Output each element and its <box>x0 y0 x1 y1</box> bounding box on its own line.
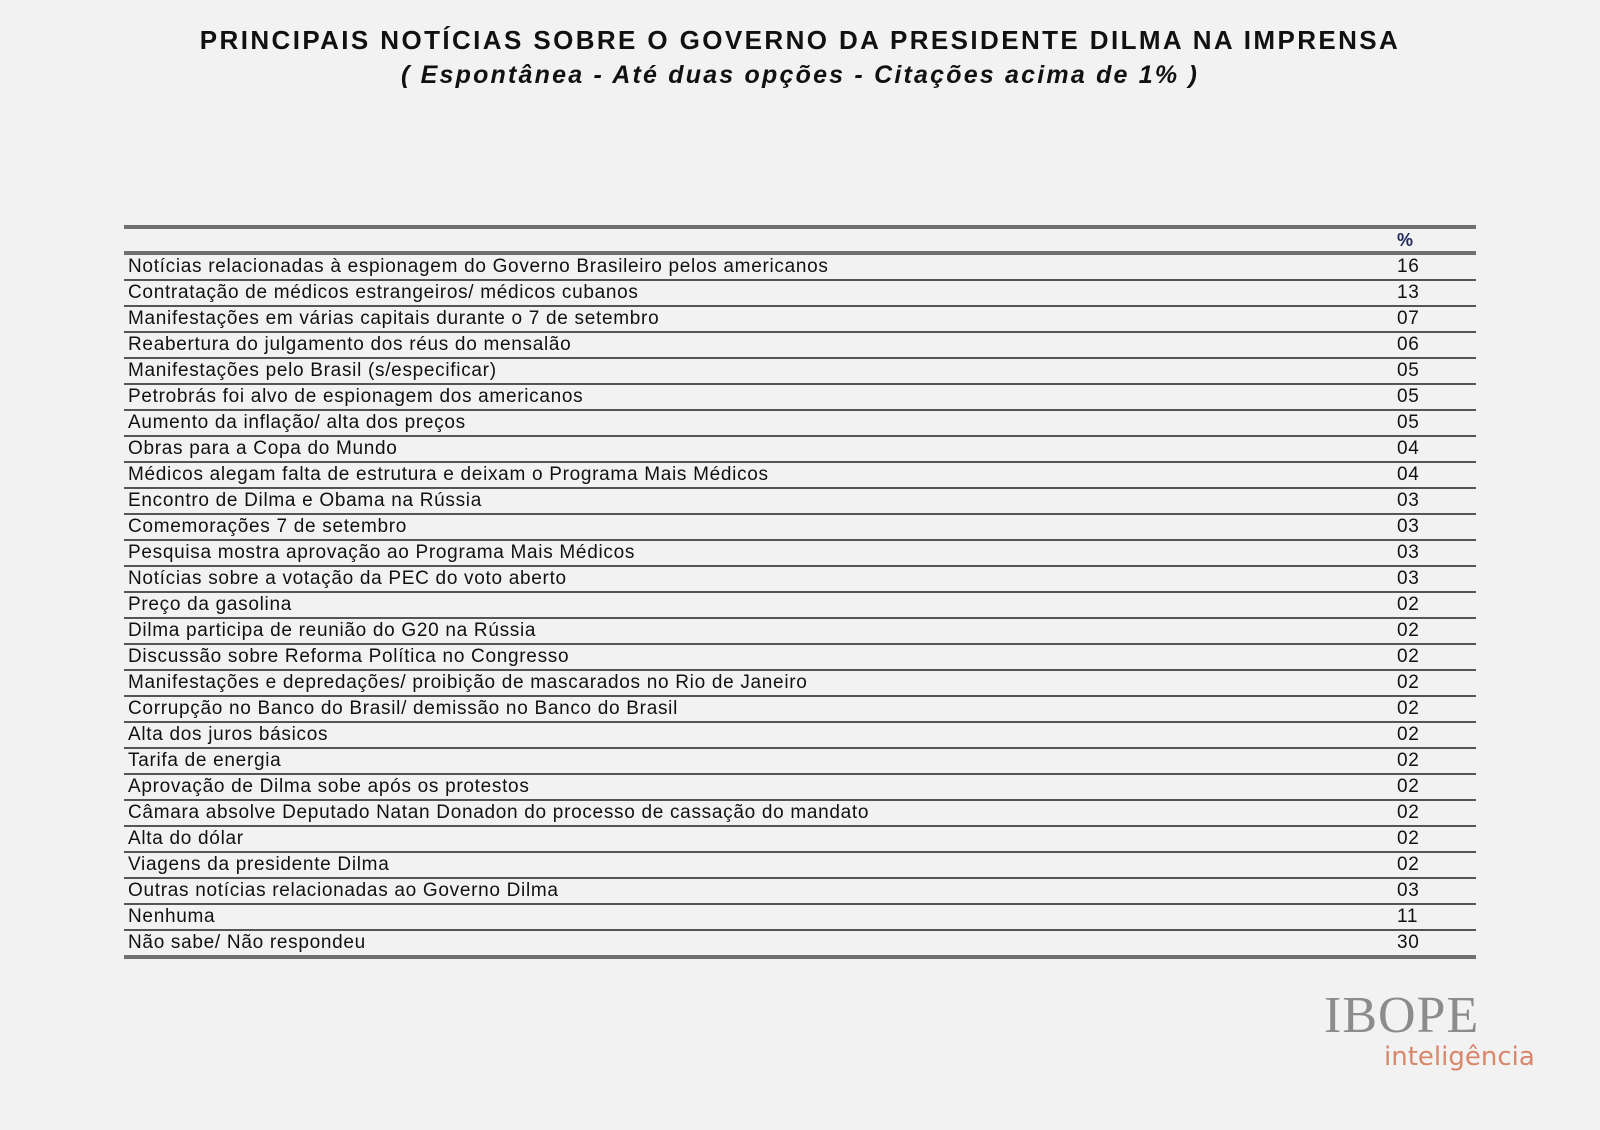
table-row <box>124 307 1476 333</box>
row-percent: 02 <box>1397 828 1420 849</box>
row-percent: 02 <box>1397 672 1420 693</box>
row-label: Manifestações e depredações/ proibição de mascarados no Rio de Janeiro <box>128 672 808 693</box>
page-subtitle: ( Espontânea - Até duas opções - Citações acima de 1% ) <box>400 61 1200 89</box>
row-percent: 02 <box>1397 724 1420 745</box>
table-row <box>124 255 1476 281</box>
row-label: Alta dos juros básicos <box>128 724 329 745</box>
row-label: Notícias relacionadas à espionagem do Governo Brasileiro pelos americanos <box>128 256 829 277</box>
logo-tagline: inteligência <box>1384 1042 1535 1072</box>
row-percent: 02 <box>1397 750 1420 771</box>
row-percent: 03 <box>1397 542 1420 563</box>
table-row <box>124 515 1476 541</box>
row-percent: 30 <box>1397 932 1420 953</box>
row-label: Outras notícias relacionadas ao Governo Dilma <box>128 880 559 901</box>
row-percent: 02 <box>1397 854 1420 875</box>
row-percent: 11 <box>1397 906 1419 927</box>
percent-column-header: % <box>1397 230 1414 250</box>
row-percent: 03 <box>1397 568 1420 589</box>
row-percent: 06 <box>1397 334 1420 355</box>
logo-brand: IBOPE <box>1324 987 1480 1044</box>
table-row <box>124 281 1476 307</box>
table-row <box>124 749 1476 775</box>
table-row <box>124 489 1476 515</box>
row-label: Discussão sobre Reforma Política no Congresso <box>128 646 570 667</box>
table-row <box>124 619 1476 645</box>
row-percent: 07 <box>1397 308 1420 329</box>
row-label: Comemorações 7 de setembro <box>128 516 408 537</box>
news-table <box>124 225 1476 959</box>
row-label: Notícias sobre a votação da PEC do voto aberto <box>128 568 567 589</box>
row-label: Alta do dólar <box>128 828 244 849</box>
row-label: Aumento da inflação/ alta dos preços <box>128 412 466 433</box>
table-row <box>124 723 1476 749</box>
row-label: Corrupção no Banco do Brasil/ demissão no Banco do Brasil <box>128 698 679 719</box>
row-label: Preço da gasolina <box>128 594 293 615</box>
row-percent: 16 <box>1397 256 1420 277</box>
table-row <box>124 827 1476 853</box>
row-label: Tarifa de energia <box>128 750 282 771</box>
table-row <box>124 905 1476 931</box>
row-label: Contratação de médicos estrangeiros/ médicos cubanos <box>128 282 639 303</box>
row-percent: 02 <box>1397 620 1420 641</box>
table-row <box>124 879 1476 905</box>
table-header-row <box>124 229 1476 255</box>
row-label: Dilma participa de reunião do G20 na Rússia <box>128 620 537 641</box>
row-percent: 04 <box>1397 438 1420 459</box>
table-row <box>124 593 1476 619</box>
table-row <box>124 437 1476 463</box>
row-label: Câmara absolve Deputado Natan Donadon do processo de cassação do mandato <box>128 802 870 823</box>
table-row <box>124 645 1476 671</box>
table-row <box>124 853 1476 879</box>
row-label: Reabertura do julgamento dos réus do mensalão <box>128 334 572 355</box>
table-row <box>124 463 1476 489</box>
row-percent: 04 <box>1397 464 1420 485</box>
row-label: Nenhuma <box>128 906 216 927</box>
row-percent: 02 <box>1397 646 1420 667</box>
table-row <box>124 801 1476 827</box>
row-percent: 02 <box>1397 698 1420 719</box>
table-row <box>124 671 1476 697</box>
row-percent: 02 <box>1397 776 1420 797</box>
table-row <box>124 541 1476 567</box>
page-title: PRINCIPAIS NOTÍCIAS SOBRE O GOVERNO DA PRESIDENTE DILMA NA IMPRENSA <box>199 25 1401 55</box>
row-percent: 03 <box>1397 880 1420 901</box>
table-body <box>124 255 1476 959</box>
row-percent: 05 <box>1397 386 1420 407</box>
row-label: Encontro de Dilma e Obama na Rússia <box>128 490 482 511</box>
row-percent: 03 <box>1397 490 1420 511</box>
table-row <box>124 775 1476 801</box>
row-label: Manifestações pelo Brasil (s/especificar) <box>128 360 497 381</box>
table-row <box>124 411 1476 437</box>
row-percent: 05 <box>1397 412 1420 433</box>
row-label: Médicos alegam falta de estrutura e deixam o Programa Mais Médicos <box>128 464 769 485</box>
table-row <box>124 385 1476 411</box>
table-row <box>124 697 1476 723</box>
table-row <box>124 931 1476 959</box>
row-percent: 05 <box>1397 360 1420 381</box>
table-row <box>124 333 1476 359</box>
row-percent: 13 <box>1397 282 1420 303</box>
table-row <box>124 359 1476 385</box>
row-percent: 03 <box>1397 516 1420 537</box>
row-label: Aprovação de Dilma sobe após os protestos <box>128 776 530 797</box>
row-percent: 02 <box>1397 802 1420 823</box>
row-label: Obras para a Copa do Mundo <box>128 438 398 459</box>
row-percent: 02 <box>1397 594 1420 615</box>
row-label: Não sabe/ Não respondeu <box>128 932 366 953</box>
row-label: Petrobrás foi alvo de espionagem dos americanos <box>128 386 584 407</box>
table-row <box>124 567 1476 593</box>
ibope-logo <box>1322 987 1542 1072</box>
row-label: Pesquisa mostra aprovação ao Programa Mais Médicos <box>128 542 636 563</box>
page-header <box>0 22 1600 92</box>
row-label: Viagens da presidente Dilma <box>128 854 390 875</box>
row-label: Manifestações em várias capitais durante o 7 de setembro <box>128 308 660 329</box>
